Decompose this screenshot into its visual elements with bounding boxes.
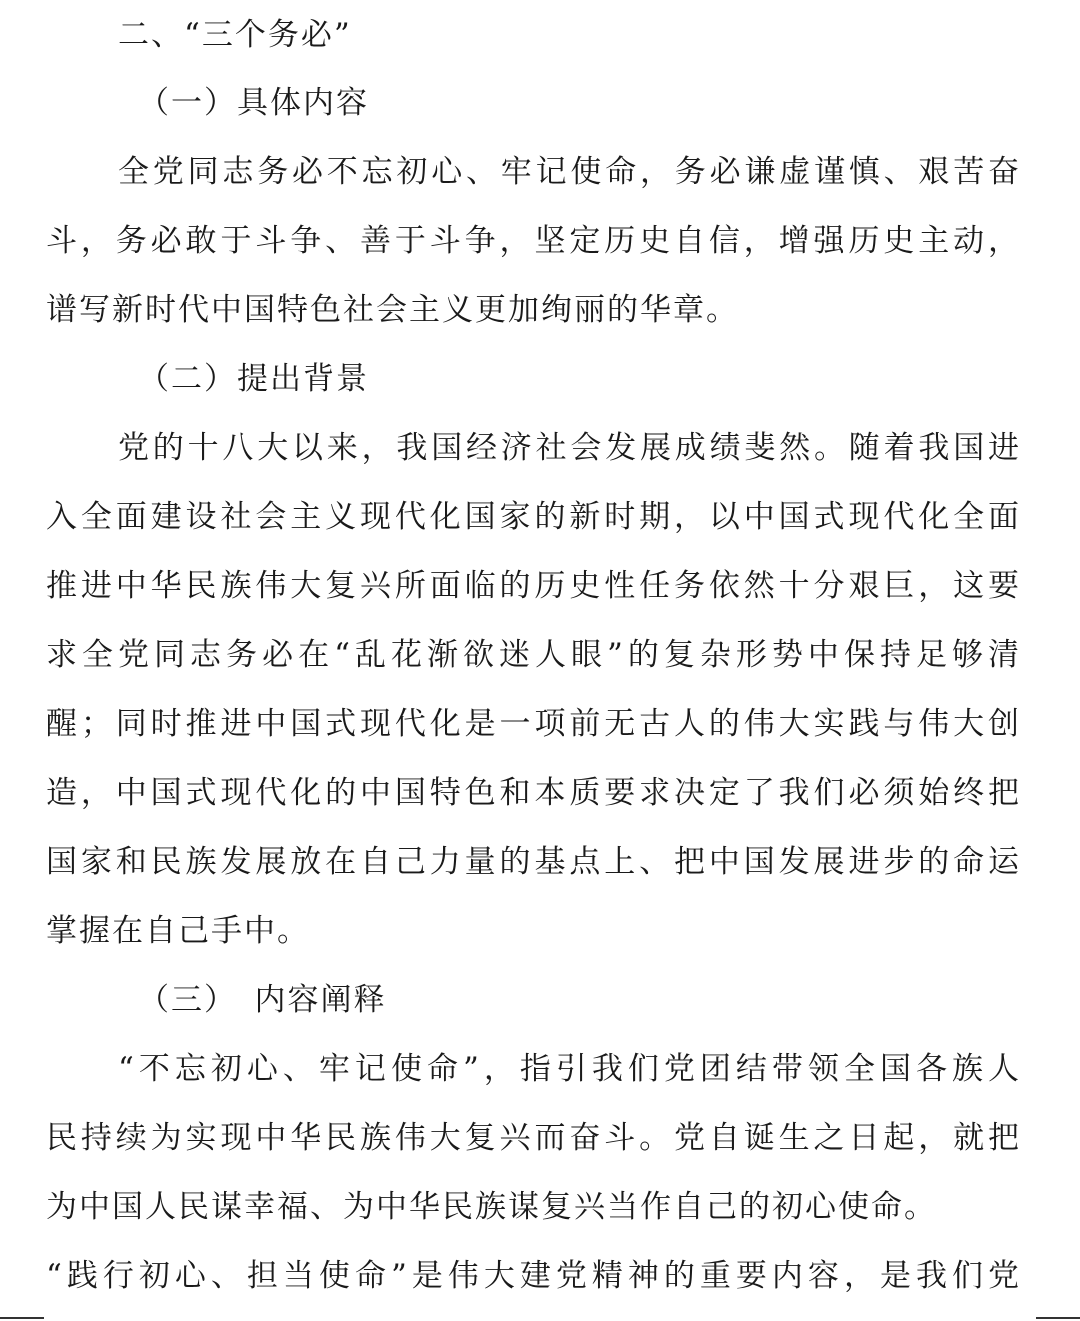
- page-edge-left: [0, 1317, 44, 1319]
- paragraph-line: 国家和民族发展放在自己力量的基点上、把中国发展进步的命运: [46, 844, 1021, 880]
- subsection-heading-content: （一）具体内容: [138, 85, 369, 121]
- subsection-heading-interpretation: （三） 内容阐释: [138, 982, 387, 1018]
- paragraph-line: 谱写新时代中国特色社会主义更加绚丽的华章。: [46, 292, 739, 328]
- paragraph-line: 推进中华民族伟大复兴所面临的历史性任务依然十分艰巨，这要: [46, 568, 1021, 604]
- paragraph-line: 党的十八大以来，我国经济社会发展成绩斐然。随着我国进: [118, 430, 1021, 466]
- paragraph-line: 掌握在自己手中。: [46, 913, 310, 949]
- subsection-heading-background: （二）提出背景: [138, 361, 369, 397]
- paragraph-line: 醒；同时推进中国式现代化是一项前无古人的伟大实践与伟大创: [46, 706, 1021, 742]
- paragraph-line: 入全面建设社会主义现代化国家的新时期，以中国式现代化全面: [46, 499, 1021, 535]
- paragraph-line: 斗，务必敢于斗争、善于斗争，坚定历史自信，增强历史主动，: [46, 223, 1021, 259]
- paragraph-line: 造，中国式现代化的中国特色和本质要求决定了我们必须始终把: [46, 775, 1021, 811]
- paragraph-line: 全党同志务必不忘初心、牢记使命，务必谦虚谨慎、艰苦奋: [118, 154, 1021, 190]
- page-edge-right: [1036, 1317, 1080, 1319]
- paragraph-line: “践行初心、担当使命”是伟大建党精神的重要内容，是我们党: [46, 1258, 1021, 1294]
- section-title: 二、“三个务必”: [118, 17, 352, 53]
- paragraph-line: “不忘初心、牢记使命”，指引我们党团结带领全国各族人: [118, 1051, 1021, 1087]
- paragraph-line: 民持续为实现中华民族伟大复兴而奋斗。党自诞生之日起，就把: [46, 1120, 1021, 1156]
- paragraph-line: 求全党同志务必在“乱花渐欲迷人眼”的复杂形势中保持足够清: [46, 637, 1021, 673]
- paragraph-line: 为中国人民谋幸福、为中华民族谋复兴当作自己的初心使命。: [46, 1189, 937, 1225]
